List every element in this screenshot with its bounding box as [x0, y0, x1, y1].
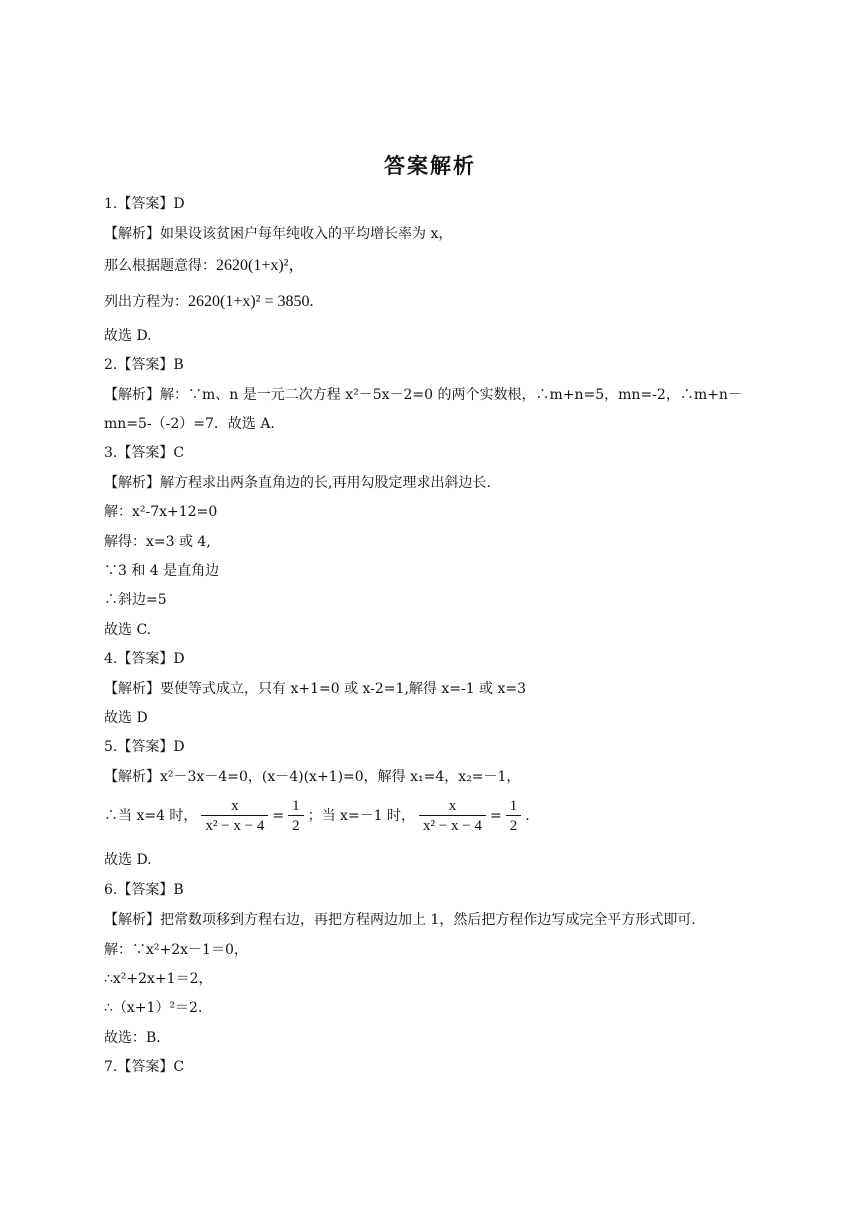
analysis-4: 【解析】要使等式成立，只有 x+1=0 或 x-2=1,解得 x=-1 或 x=3 — [104, 681, 527, 697]
solution-3-line4: ∴斜边=5 — [104, 592, 167, 608]
choice-1: 故选 D. — [104, 328, 152, 344]
choice-5: 故选 D. — [104, 852, 152, 868]
analysis-2-line2: mn=5-（-2）=7．故选 A． — [104, 416, 285, 432]
fraction-half-2: $\frac{1}{2}$ — [506, 797, 522, 835]
choice-4: 故选 D — [104, 710, 148, 726]
answer-3: 3.【答案】C — [104, 445, 185, 461]
choice-3: 故选 C. — [104, 622, 152, 638]
answer-2: 2.【答案】B — [104, 357, 184, 373]
answer-4: 4.【答案】D — [104, 651, 185, 667]
equation-main: 2620(1+x)² = 3850. — [188, 293, 314, 310]
solution-6-line3: ∴（x+1）²＝2． — [104, 1000, 212, 1016]
solution-6-line1: 解：∵x²+2x－1＝0， — [104, 942, 248, 958]
answer-5: 5.【答案】D — [104, 739, 185, 755]
solution-3-line3: ∵3 和 4 是直角边 — [104, 563, 220, 579]
analysis-1-line2: 那么根据题意得：2620(1+x)²， — [104, 257, 305, 274]
solution-3-line2: 解得：x=3 或 4, — [104, 534, 211, 550]
analysis-6: 【解析】把常数项移到方程右边，再把方程两边加上 1，然后把方程作边写成完全平方形式即可. — [104, 912, 696, 928]
solution-3-line1: 解：x²-7x+12=0 — [104, 504, 218, 520]
answer-6: 6.【答案】B — [104, 882, 184, 898]
analysis-3: 【解析】解方程求出两条直角边的长,再用勾股定理求出斜边长. — [104, 475, 491, 491]
fraction-right: $\frac{x}{\text{x² − x − 4}}$ — [419, 797, 486, 835]
analysis-5: 【解析】x²－3x－4=0，(x－4)(x+1)=0，解得 x₁=4，x₂=－1， — [104, 769, 521, 785]
answer-7: 7.【答案】C — [104, 1059, 185, 1075]
choice-6: 故选：B． — [104, 1030, 171, 1046]
answer-1: 1.【答案】D — [104, 196, 185, 212]
solution-6-line2: ∴x²+2x+1＝2， — [104, 971, 213, 987]
fraction-left: $\frac{x}{\text{x² − x − 4}}$ — [201, 797, 268, 835]
analysis-5-fractions: ∴当 x=4 时， $\frac{x}{\text{x² − x − 4}}$ = $\frac{1}{2}$ ；当 x=－1 时， $\frac{x}{\text{x² − x − 4}}$ = $\frac{1}{2}$ . — [104, 798, 530, 834]
analysis-1: 【解析】如果设该贫困户每年纯收入的平均增长率为 x， — [104, 226, 453, 242]
analysis-1-line3: 列出方程为：2620(1+x)² = 3850. — [104, 293, 314, 310]
fraction-half: $\frac{1}{2}$ — [288, 797, 304, 835]
page-title: 答案解析 — [384, 154, 476, 178]
analysis-2: 【解析】解：∵m、n 是一元二次方程 x²－5x－2=0 的两个实数根，∴m+n=5，mn=-2，∴m+n－ — [104, 387, 742, 403]
equation-expression: 2620(1+x)²， — [216, 257, 305, 274]
